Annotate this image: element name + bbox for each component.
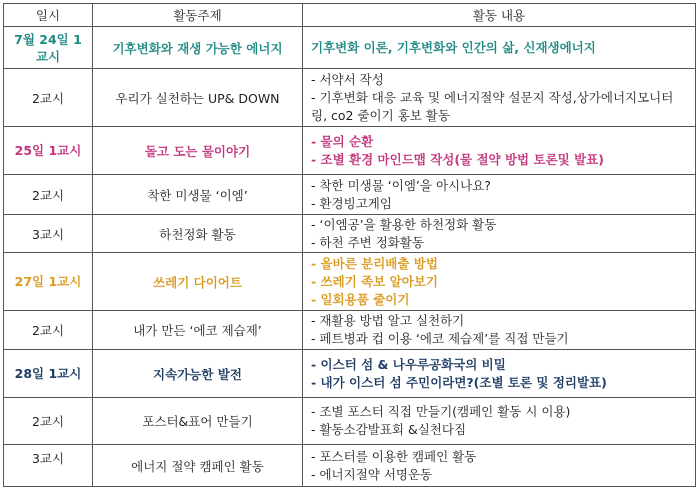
row-topic: 하천정화 활동 [93,215,303,253]
day-date: 28일 [14,366,45,381]
row-topic: 우리가 실천하는 UP& DOWN [93,69,303,127]
content-line: - 서약서 작성 [311,71,384,87]
content-line: - 착한 미생물 ‘이엠’을 아시나요? [311,177,491,193]
content-line: - ‘이엠공’을 활용한 하천정화 활동 [311,216,497,232]
table-row [4,69,696,127]
row-content [303,445,696,487]
day-period: 1교시 [48,366,82,381]
row-content [303,253,696,311]
content-line: - 기후변화 대응 교육 및 에너지절약 설문지 작성,상가에너지모니터링, co2 줄이기 홍보 활동 [311,89,674,123]
row-content [303,175,696,215]
row-topic: 포스터&표어 만들기 [93,398,303,445]
content-line: - 물의 순환 [311,133,374,149]
content-line: - 재활용 방법 알고 실천하기 [311,313,465,328]
row-day: 2교시 [4,311,93,350]
table-row [4,398,696,445]
row-day [4,27,93,69]
table-row [4,27,696,69]
table-row [4,175,696,215]
row-content [303,215,696,253]
header-day: 일시 [4,4,93,27]
row-day: 2교시 [4,69,93,127]
row-day [4,253,93,311]
day-date: 25일 [14,143,45,158]
day-period: 1교시 [48,274,82,289]
content-line: - 조별 포스터 직접 만들기(캠페인 활동 시 이용) [311,404,571,419]
table-row [4,127,696,175]
day-period: 1교시 [48,143,82,158]
row-topic: 에너지 절약 캠페인 활동 [93,445,303,487]
row-day [4,127,93,175]
row-content [303,350,696,398]
row-topic: 돌고 도는 물이야기 [93,127,303,175]
content-line: - 일회용품 줄이기 [311,291,410,307]
content-line: 기후변화 이론, 기후변화와 인간의 삶, 신재생에너지 [311,39,596,55]
table-row [4,350,696,398]
content-line: - 환경빙고게임 [311,195,392,211]
row-topic: 내가 만든 ‘에코 제습제’ [93,311,303,350]
row-day: 2교시 [4,398,93,445]
content-line: - 내가 이스터 섬 주민이라면?(조별 토론 및 정리발표) [311,374,607,390]
content-line: - 올바른 분리배출 방법 [311,255,438,271]
content-line: - 쓰레기 족보 알아보기 [311,273,438,289]
content-line: - 포스터를 이용한 캠페인 활동 [311,448,477,464]
row-content [303,69,696,127]
row-day [4,350,93,398]
content-line: - 활동소감발표회 &실천다짐 [311,422,467,437]
content-line: - 에너지절약 서명운동 [311,466,433,482]
row-content [303,311,696,350]
content-line: - 페트병과 컵 이용 ‘에코 제습제’를 직접 만들기 [311,331,569,346]
content-line: - 이스터 섬 & 나우루공화국의 비밀 [311,356,506,372]
row-content [303,398,696,445]
row-topic: 기후변화와 재생 가능한 에너지 [93,27,303,69]
schedule-table [3,3,696,487]
day-date: 7월 24일 [14,31,69,47]
table-row [4,311,696,350]
header-content: 활동 내용 [303,4,696,27]
row-day: 3교시 [4,215,93,253]
row-topic: 지속가능한 발전 [93,350,303,398]
row-content [303,127,696,175]
table-row [4,215,696,253]
row-content [303,27,696,69]
table-row [4,445,696,487]
header-topic: 활동주제 [93,4,303,27]
header-row [4,4,696,27]
content-line: - 하천 주변 정화활동 [311,234,425,250]
row-day: 2교시 [4,175,93,215]
day-date: 27일 [14,274,45,289]
row-topic: 착한 미생물 ‘이엠’ [93,175,303,215]
row-topic: 쓰레기 다이어트 [93,253,303,311]
day-period: 1교시 [35,31,82,64]
row-day: 3교시 [4,445,93,487]
table-row [4,253,696,311]
content-line: - 조별 환경 마인드맵 작성(물 절약 방법 토론및 발표) [311,151,604,167]
